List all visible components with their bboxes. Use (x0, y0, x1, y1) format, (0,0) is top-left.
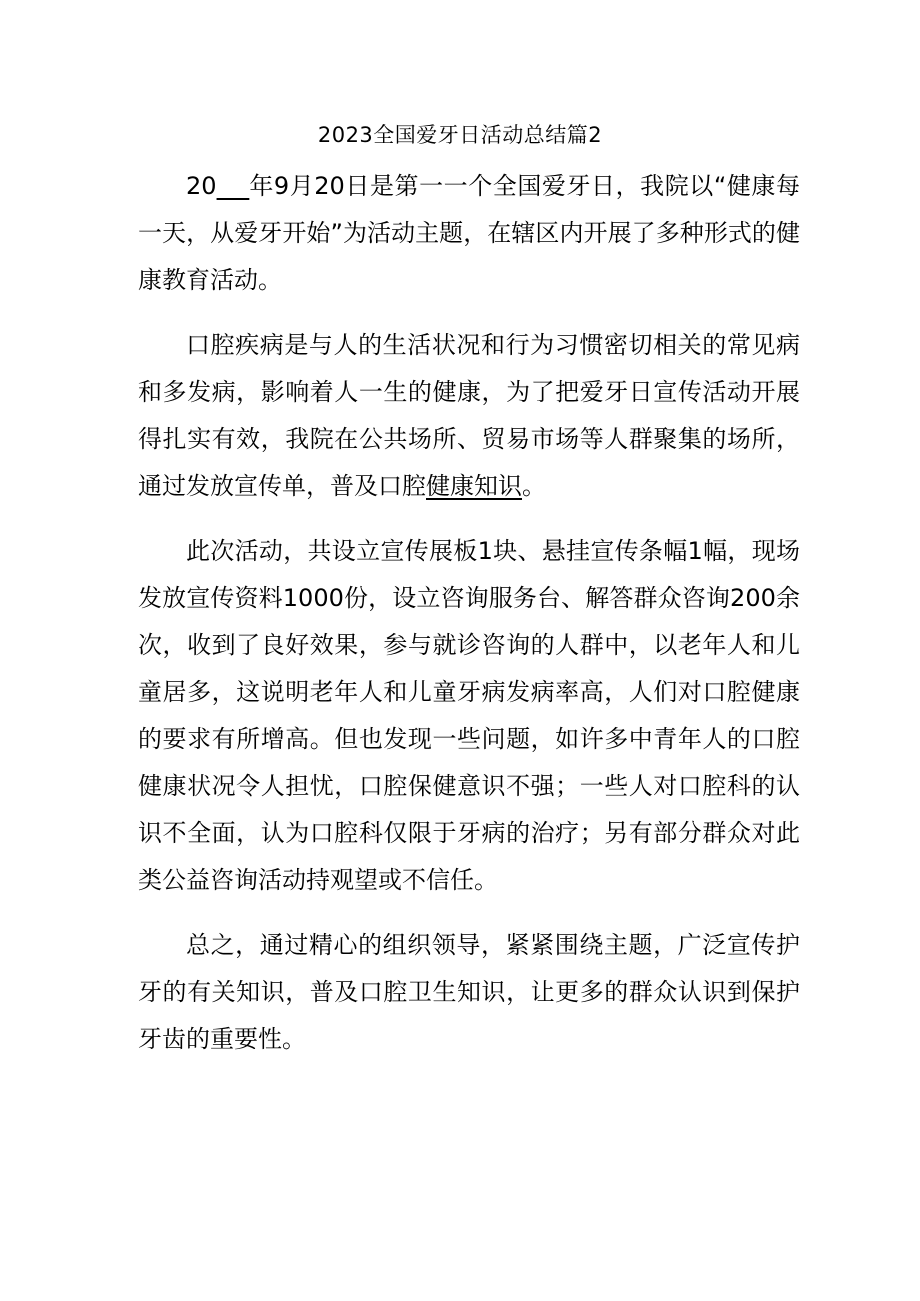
paragraph-2 (138, 322, 800, 510)
document-body (138, 163, 800, 1081)
health-knowledge-link[interactable]: 健康知识 (426, 472, 522, 500)
document-title: 2023全国爱牙日活动总结篇2 (317, 123, 603, 147)
year-blank-underline (217, 172, 250, 200)
paragraph-1-text: 年9月20日是第一一个全国爱牙日，我院以“健康每一天，从爱牙开始”为活动主题，在辖区内开展了多种形式的健康教育活动。 (138, 172, 800, 294)
paragraph-4: 总之，通过精心的组织领导，紧紧围绕主题，广泛宣传护牙的有关知识，普及口腔卫生知识，让更多的群众认识到保护牙齿的重要性。 (138, 931, 800, 1053)
paragraph-2-text: 口腔疾病是与人的生活状况和行为习惯密切相关的常见病和多发病，影响着人一生的健康，为了把爱牙日宣传活动开展得扎实有效，我院在公共场所、贸易市场等人群聚集的场所，通过发放宣传单，普及口腔 (138, 331, 800, 500)
paragraph-1-year-prefix: 20 (186, 172, 217, 200)
paragraph-2-end: 。 (522, 472, 546, 500)
paragraph-3: 此次活动，共设立宣传展板1块、悬挂宣传条幅1幅，现场发放宣传资料1000份，设立咨询服务台、解答群众咨询200余次，收到了良好效果，参与就诊咨询的人群中，以老年人和儿童居多，这说明老年人和儿童牙病发病率高，人们对口腔健康的要求有所增高。但也发现一些问题，如许多中青年人的口腔健康状况令人担忧，口腔保健意识不强；一些人对口腔科的认识不全面，认为口腔科仅限于牙病的治疗；另有部分群众对此类公益咨询活动持观望或不信任。 (138, 537, 800, 894)
paragraph-1 (138, 163, 800, 304)
